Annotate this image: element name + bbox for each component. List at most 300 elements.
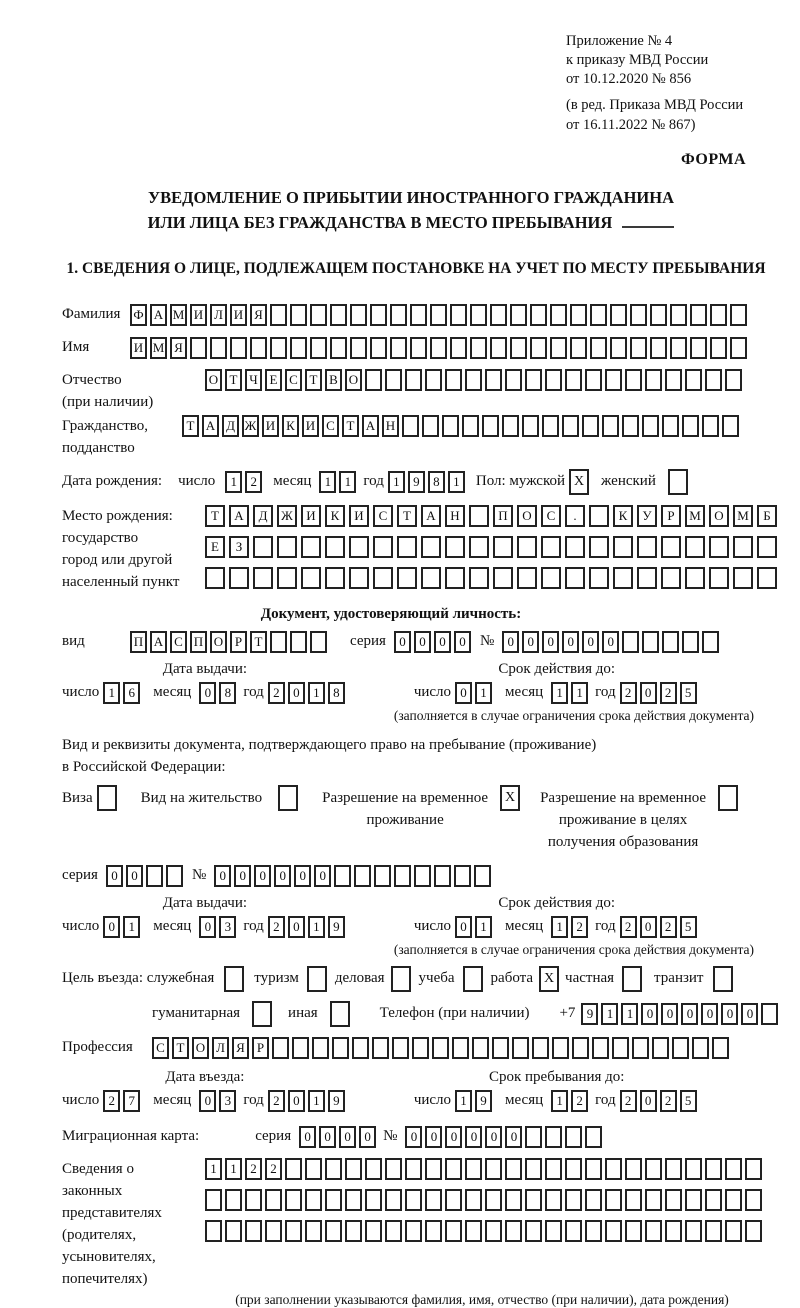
char-box[interactable]	[541, 536, 561, 558]
char-box[interactable]	[685, 567, 705, 589]
char-box[interactable]: 1	[621, 1003, 638, 1025]
char-box[interactable]: 2	[268, 682, 285, 704]
char-box[interactable]	[642, 631, 659, 653]
char-box[interactable]	[250, 337, 267, 359]
char-box[interactable]: 0	[701, 1003, 718, 1025]
char-box[interactable]	[682, 415, 699, 437]
char-box[interactable]	[452, 1037, 469, 1059]
char-box[interactable]	[305, 1220, 322, 1242]
char-box[interactable]	[532, 1037, 549, 1059]
char-box[interactable]	[421, 567, 441, 589]
char-box[interactable]: К	[282, 415, 299, 437]
residence-permit-checkbox[interactable]	[278, 785, 298, 811]
char-box[interactable]: К	[325, 505, 345, 527]
char-box[interactable]	[505, 1220, 522, 1242]
char-box[interactable]	[373, 567, 393, 589]
char-box[interactable]	[277, 567, 297, 589]
char-box[interactable]: П	[190, 631, 207, 653]
char-box[interactable]	[345, 1158, 362, 1180]
char-box[interactable]	[590, 304, 607, 326]
char-box[interactable]: 0	[522, 631, 539, 653]
char-box[interactable]	[205, 567, 225, 589]
char-box[interactable]	[565, 369, 582, 391]
char-box[interactable]: 2	[660, 916, 677, 938]
char-box[interactable]	[472, 1037, 489, 1059]
char-box[interactable]	[350, 304, 367, 326]
char-box[interactable]: 7	[123, 1090, 140, 1112]
char-box[interactable]	[325, 567, 345, 589]
char-box[interactable]	[301, 567, 321, 589]
char-box[interactable]: И	[230, 304, 247, 326]
char-box[interactable]	[277, 536, 297, 558]
char-box[interactable]	[430, 304, 447, 326]
char-box[interactable]	[352, 1037, 369, 1059]
char-box[interactable]	[757, 567, 777, 589]
char-box[interactable]: 1	[475, 916, 492, 938]
char-box[interactable]	[253, 567, 273, 589]
char-box[interactable]: 0	[274, 865, 291, 887]
char-box[interactable]	[562, 415, 579, 437]
char-box[interactable]: 9	[408, 471, 425, 493]
purpose-business-checkbox[interactable]	[224, 966, 244, 992]
char-box[interactable]: 0	[454, 631, 471, 653]
char-box[interactable]: 1	[205, 1158, 222, 1180]
char-box[interactable]	[305, 1189, 322, 1211]
char-box[interactable]	[670, 304, 687, 326]
char-box[interactable]: 6	[123, 682, 140, 704]
char-box[interactable]	[365, 1158, 382, 1180]
char-box[interactable]	[725, 1158, 742, 1180]
char-box[interactable]: 0	[505, 1126, 522, 1148]
char-box[interactable]	[733, 567, 753, 589]
char-box[interactable]: 1	[308, 682, 325, 704]
char-box[interactable]	[469, 505, 489, 527]
char-box[interactable]	[572, 1037, 589, 1059]
char-box[interactable]: 0	[741, 1003, 758, 1025]
char-box[interactable]: Р	[230, 631, 247, 653]
char-box[interactable]: О	[517, 505, 537, 527]
char-box[interactable]	[229, 567, 249, 589]
char-box[interactable]: 2	[620, 916, 637, 938]
char-box[interactable]	[565, 567, 585, 589]
char-box[interactable]: 1	[319, 471, 336, 493]
char-box[interactable]: В	[325, 369, 342, 391]
char-box[interactable]	[665, 1220, 682, 1242]
char-box[interactable]: .	[565, 505, 585, 527]
char-box[interactable]: 0	[405, 1126, 422, 1148]
char-box[interactable]	[397, 567, 417, 589]
char-box[interactable]: Т	[182, 415, 199, 437]
purpose-private-checkbox[interactable]	[622, 966, 642, 992]
char-box[interactable]	[345, 1220, 362, 1242]
purpose-study-checkbox[interactable]	[463, 966, 483, 992]
char-box[interactable]: 0	[455, 682, 472, 704]
char-box[interactable]	[625, 1220, 642, 1242]
char-box[interactable]	[205, 1189, 222, 1211]
char-box[interactable]	[430, 337, 447, 359]
char-box[interactable]: О	[709, 505, 729, 527]
char-box[interactable]: Р	[252, 1037, 269, 1059]
char-box[interactable]	[709, 567, 729, 589]
char-box[interactable]: А	[150, 631, 167, 653]
char-box[interactable]: 3	[219, 1090, 236, 1112]
char-box[interactable]: Я	[250, 304, 267, 326]
char-box[interactable]	[485, 1189, 502, 1211]
char-box[interactable]	[632, 1037, 649, 1059]
char-box[interactable]	[665, 1158, 682, 1180]
char-box[interactable]	[745, 1220, 762, 1242]
char-box[interactable]	[645, 1158, 662, 1180]
char-box[interactable]	[630, 337, 647, 359]
char-box[interactable]: 0	[199, 682, 216, 704]
char-box[interactable]	[530, 304, 547, 326]
char-box[interactable]	[542, 415, 559, 437]
char-box[interactable]: 0	[661, 1003, 678, 1025]
char-box[interactable]: И	[190, 304, 207, 326]
char-box[interactable]	[585, 1126, 602, 1148]
char-box[interactable]	[470, 304, 487, 326]
char-box[interactable]	[462, 415, 479, 437]
char-box[interactable]	[402, 415, 419, 437]
char-box[interactable]	[522, 415, 539, 437]
char-box[interactable]	[272, 1037, 289, 1059]
char-box[interactable]	[493, 567, 513, 589]
char-box[interactable]: Ф	[130, 304, 147, 326]
char-box[interactable]: 0	[288, 916, 305, 938]
char-box[interactable]: 0	[434, 631, 451, 653]
char-box[interactable]	[394, 865, 411, 887]
char-box[interactable]	[645, 1189, 662, 1211]
char-box[interactable]	[492, 1037, 509, 1059]
char-box[interactable]: И	[349, 505, 369, 527]
char-box[interactable]	[645, 369, 662, 391]
char-box[interactable]: И	[301, 505, 321, 527]
char-box[interactable]: 0	[126, 865, 143, 887]
char-box[interactable]	[582, 415, 599, 437]
char-box[interactable]	[530, 337, 547, 359]
char-box[interactable]: М	[685, 505, 705, 527]
char-box[interactable]	[592, 1037, 609, 1059]
char-box[interactable]	[685, 1189, 702, 1211]
char-box[interactable]	[190, 337, 207, 359]
char-box[interactable]	[285, 1220, 302, 1242]
char-box[interactable]: 9	[328, 916, 345, 938]
char-box[interactable]	[589, 567, 609, 589]
char-box[interactable]	[622, 631, 639, 653]
char-box[interactable]: Н	[445, 505, 465, 527]
char-box[interactable]	[166, 865, 183, 887]
char-box[interactable]	[385, 1158, 402, 1180]
char-box[interactable]	[365, 369, 382, 391]
char-box[interactable]	[709, 536, 729, 558]
purpose-other-checkbox[interactable]	[330, 1001, 350, 1027]
char-box[interactable]	[613, 536, 633, 558]
char-box[interactable]: 2	[620, 682, 637, 704]
char-box[interactable]: 0	[455, 916, 472, 938]
char-box[interactable]	[210, 337, 227, 359]
char-box[interactable]	[525, 1158, 542, 1180]
char-box[interactable]: С	[541, 505, 561, 527]
char-box[interactable]	[146, 865, 163, 887]
char-box[interactable]: 9	[581, 1003, 598, 1025]
temp-permit-edu-checkbox[interactable]	[718, 785, 738, 811]
char-box[interactable]: 1	[388, 471, 405, 493]
char-box[interactable]	[290, 304, 307, 326]
char-box[interactable]	[365, 1189, 382, 1211]
char-box[interactable]	[605, 369, 622, 391]
char-box[interactable]: С	[285, 369, 302, 391]
char-box[interactable]	[465, 1189, 482, 1211]
char-box[interactable]	[690, 304, 707, 326]
char-box[interactable]	[334, 865, 351, 887]
char-box[interactable]: Р	[661, 505, 681, 527]
char-box[interactable]	[421, 536, 441, 558]
char-box[interactable]: 0	[681, 1003, 698, 1025]
char-box[interactable]	[710, 337, 727, 359]
char-box[interactable]	[637, 567, 657, 589]
char-box[interactable]	[505, 369, 522, 391]
char-box[interactable]: Ж	[277, 505, 297, 527]
char-box[interactable]: 0	[445, 1126, 462, 1148]
char-box[interactable]: С	[152, 1037, 169, 1059]
char-box[interactable]: 0	[339, 1126, 356, 1148]
char-box[interactable]: 1	[123, 916, 140, 938]
char-box[interactable]	[493, 536, 513, 558]
char-box[interactable]	[365, 1220, 382, 1242]
char-box[interactable]	[425, 1220, 442, 1242]
temp-permit-checkbox[interactable]: X	[500, 785, 520, 811]
char-box[interactable]	[410, 304, 427, 326]
char-box[interactable]	[474, 865, 491, 887]
char-box[interactable]: 0	[314, 865, 331, 887]
char-box[interactable]: 0	[319, 1126, 336, 1148]
char-box[interactable]	[385, 369, 402, 391]
char-box[interactable]	[510, 337, 527, 359]
char-box[interactable]: 0	[502, 631, 519, 653]
char-box[interactable]	[685, 1220, 702, 1242]
char-box[interactable]: О	[345, 369, 362, 391]
char-box[interactable]: 9	[475, 1090, 492, 1112]
char-box[interactable]: А	[421, 505, 441, 527]
char-box[interactable]	[670, 337, 687, 359]
char-box[interactable]	[650, 337, 667, 359]
char-box[interactable]	[645, 1220, 662, 1242]
char-box[interactable]: 1	[308, 916, 325, 938]
char-box[interactable]	[305, 1158, 322, 1180]
char-box[interactable]: 0	[299, 1126, 316, 1148]
char-box[interactable]: 0	[542, 631, 559, 653]
char-box[interactable]	[545, 1220, 562, 1242]
char-box[interactable]: С	[373, 505, 393, 527]
char-box[interactable]	[290, 631, 307, 653]
purpose-humanitarian-checkbox[interactable]	[252, 1001, 272, 1027]
char-box[interactable]: 8	[328, 682, 345, 704]
char-box[interactable]	[330, 337, 347, 359]
char-box[interactable]	[662, 415, 679, 437]
char-box[interactable]	[637, 536, 657, 558]
char-box[interactable]	[545, 1126, 562, 1148]
char-box[interactable]	[345, 1189, 362, 1211]
char-box[interactable]	[585, 1158, 602, 1180]
char-box[interactable]: 0	[640, 916, 657, 938]
char-box[interactable]: А	[202, 415, 219, 437]
char-box[interactable]: 8	[219, 682, 236, 704]
char-box[interactable]	[432, 1037, 449, 1059]
char-box[interactable]: Л	[210, 304, 227, 326]
char-box[interactable]	[705, 1158, 722, 1180]
char-box[interactable]	[570, 337, 587, 359]
char-box[interactable]	[605, 1189, 622, 1211]
char-box[interactable]: К	[613, 505, 633, 527]
char-box[interactable]	[397, 536, 417, 558]
char-box[interactable]	[225, 1189, 242, 1211]
char-box[interactable]	[702, 631, 719, 653]
char-box[interactable]: 0	[254, 865, 271, 887]
char-box[interactable]: О	[205, 369, 222, 391]
char-box[interactable]: 0	[294, 865, 311, 887]
char-box[interactable]	[525, 1126, 542, 1148]
char-box[interactable]	[270, 631, 287, 653]
char-box[interactable]	[485, 369, 502, 391]
char-box[interactable]: 0	[425, 1126, 442, 1148]
char-box[interactable]	[350, 337, 367, 359]
char-box[interactable]	[745, 1158, 762, 1180]
char-box[interactable]	[745, 1189, 762, 1211]
char-box[interactable]: 3	[219, 916, 236, 938]
char-box[interactable]: 8	[428, 471, 445, 493]
char-box[interactable]	[405, 1220, 422, 1242]
char-box[interactable]	[613, 567, 633, 589]
char-box[interactable]	[450, 337, 467, 359]
char-box[interactable]: 0	[485, 1126, 502, 1148]
char-box[interactable]	[757, 536, 777, 558]
char-box[interactable]	[270, 337, 287, 359]
char-box[interactable]	[445, 1220, 462, 1242]
char-box[interactable]: Т	[205, 505, 225, 527]
char-box[interactable]: 2	[245, 1158, 262, 1180]
char-box[interactable]: Т	[225, 369, 242, 391]
char-box[interactable]: Е	[265, 369, 282, 391]
char-box[interactable]: И	[302, 415, 319, 437]
char-box[interactable]	[565, 1158, 582, 1180]
char-box[interactable]	[414, 865, 431, 887]
char-box[interactable]: Я	[232, 1037, 249, 1059]
char-box[interactable]	[692, 1037, 709, 1059]
char-box[interactable]: 1	[551, 916, 568, 938]
char-box[interactable]	[550, 304, 567, 326]
char-box[interactable]: Я	[170, 337, 187, 359]
char-box[interactable]: Ч	[245, 369, 262, 391]
char-box[interactable]: 0	[103, 916, 120, 938]
char-box[interactable]	[253, 536, 273, 558]
char-box[interactable]	[545, 1158, 562, 1180]
char-box[interactable]	[310, 631, 327, 653]
char-box[interactable]	[445, 1189, 462, 1211]
char-box[interactable]	[685, 1158, 702, 1180]
char-box[interactable]	[465, 1158, 482, 1180]
char-box[interactable]	[661, 567, 681, 589]
char-box[interactable]	[565, 536, 585, 558]
char-box[interactable]: 1	[448, 471, 465, 493]
char-box[interactable]: 2	[265, 1158, 282, 1180]
char-box[interactable]	[505, 1189, 522, 1211]
char-box[interactable]	[325, 536, 345, 558]
char-box[interactable]	[705, 369, 722, 391]
char-box[interactable]: 2	[103, 1090, 120, 1112]
purpose-tourism-checkbox[interactable]	[307, 966, 327, 992]
char-box[interactable]: 2	[245, 471, 262, 493]
char-box[interactable]: Е	[205, 536, 225, 558]
char-box[interactable]	[405, 1158, 422, 1180]
char-box[interactable]	[310, 304, 327, 326]
char-box[interactable]	[505, 1158, 522, 1180]
char-box[interactable]	[485, 1220, 502, 1242]
char-box[interactable]	[625, 1189, 642, 1211]
char-box[interactable]	[405, 369, 422, 391]
char-box[interactable]: 0	[234, 865, 251, 887]
char-box[interactable]	[390, 337, 407, 359]
char-box[interactable]	[622, 415, 639, 437]
char-box[interactable]: Т	[305, 369, 322, 391]
char-box[interactable]: 1	[601, 1003, 618, 1025]
char-box[interactable]: О	[210, 631, 227, 653]
char-box[interactable]	[374, 865, 391, 887]
char-box[interactable]	[372, 1037, 389, 1059]
char-box[interactable]	[230, 337, 247, 359]
char-box[interactable]	[450, 304, 467, 326]
char-box[interactable]	[325, 1158, 342, 1180]
char-box[interactable]	[565, 1126, 582, 1148]
char-box[interactable]: П	[493, 505, 513, 527]
char-box[interactable]: 5	[680, 1090, 697, 1112]
char-box[interactable]	[605, 1220, 622, 1242]
char-box[interactable]	[325, 1189, 342, 1211]
char-box[interactable]: 1	[455, 1090, 472, 1112]
char-box[interactable]: А	[150, 304, 167, 326]
char-box[interactable]	[502, 415, 519, 437]
char-box[interactable]: 1	[475, 682, 492, 704]
purpose-work-checkbox[interactable]: X	[539, 966, 559, 992]
char-box[interactable]	[730, 337, 747, 359]
char-box[interactable]	[370, 337, 387, 359]
char-box[interactable]	[265, 1189, 282, 1211]
char-box[interactable]	[602, 415, 619, 437]
char-box[interactable]	[490, 304, 507, 326]
char-box[interactable]	[725, 1220, 742, 1242]
char-box[interactable]	[589, 505, 609, 527]
char-box[interactable]	[545, 369, 562, 391]
char-box[interactable]	[301, 536, 321, 558]
char-box[interactable]	[650, 304, 667, 326]
char-box[interactable]: М	[150, 337, 167, 359]
char-box[interactable]	[485, 1158, 502, 1180]
char-box[interactable]	[410, 337, 427, 359]
char-box[interactable]	[605, 1158, 622, 1180]
char-box[interactable]	[570, 304, 587, 326]
char-box[interactable]	[454, 865, 471, 887]
char-box[interactable]	[469, 567, 489, 589]
char-box[interactable]: 1	[571, 682, 588, 704]
char-box[interactable]	[545, 1189, 562, 1211]
char-box[interactable]	[245, 1220, 262, 1242]
char-box[interactable]	[292, 1037, 309, 1059]
char-box[interactable]: 1	[225, 471, 242, 493]
char-box[interactable]: Т	[250, 631, 267, 653]
char-box[interactable]	[672, 1037, 689, 1059]
char-box[interactable]	[310, 337, 327, 359]
char-box[interactable]: С	[170, 631, 187, 653]
char-box[interactable]: А	[362, 415, 379, 437]
